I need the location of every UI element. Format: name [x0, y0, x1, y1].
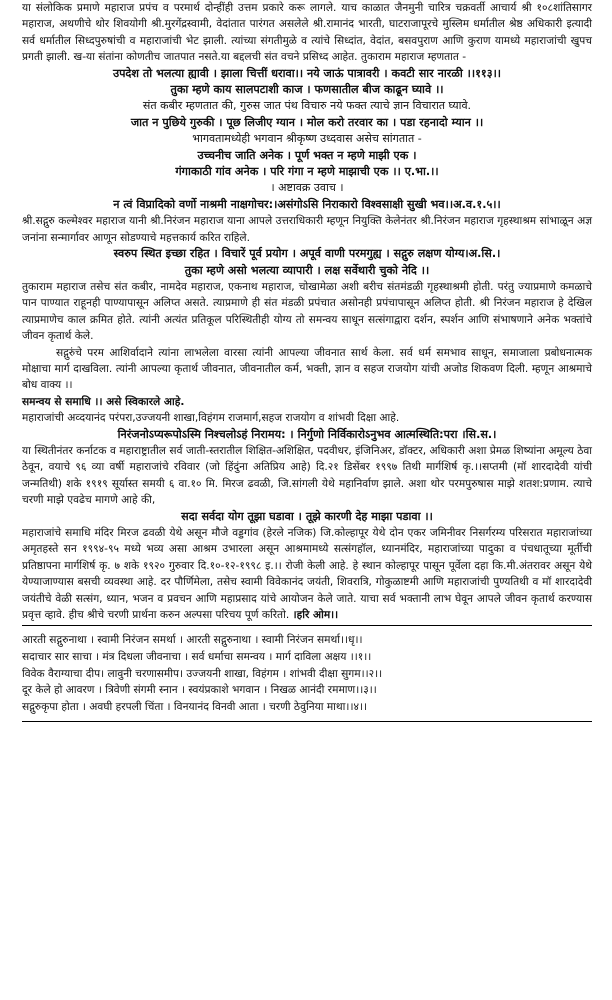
arati-top-rule: [22, 625, 592, 626]
ashtavakra-heading: । अष्टावक्र उवाच ।: [270, 181, 344, 195]
niranjan-verse: निरंजनोऽप्यरूपोऽस्मि निश्चलोऽहं निरामय: । निर्गुणो निर्विकारोऽनुभव आत्मस्थिति:परा ।सि.स.।: [117, 427, 497, 441]
bhagwat-intro: भागवतामध्येही भगवान श्रीकृष्ण उध्दवास असेच सांगतात -: [192, 132, 422, 146]
tukaram-verse-line-1: उपदेश तो भलत्या ह्यावी । झाला चित्तीं धरावा।। नये जाऊं पात्रावरी । कवटी सार नारळी ।।११३।।: [112, 66, 502, 80]
arati-line: दूर केले हो आवरण । त्रिवेणी संगमी स्नान । स्वयंप्रकाशे भगवान । निखळ आनंदी रममाण।।३।।: [22, 684, 377, 697]
arati-line: आरती सद्गुरुनाथा । स्वामी निरंजन समर्था । आरती सद्गुरुनाथा । स्वामी निरंजन समर्था।।धृ।।: [22, 634, 363, 647]
kabir-verse: जात न पुछिये गुरुकी । पूछ लिजीए ग्यान । मोल करो तरवार का । पडा रहनादो म्यान ।।: [130, 115, 484, 129]
kabir-intro: संत कबीर म्हणतात की, गुरुस जात पंथ विचारु नये फक्त त्याचे ज्ञान विचारात घ्यावे.: [142, 99, 472, 113]
intro-paragraph: या संलोकिक प्रमाणे महाराज प्रपंच व परमार्थ दोन्हींही उत्तम प्रकारे करू लागले. याच काळात जैनमुनी चारित्र चक्रवर्ती आचार्य श्री १०८शांतिसागर महाराज, अथणीचे थोर शिवयोगी श्री.मुरगेंद्रस्वामी, वेदांतात पारंगत असलेले श्री.रामानंद भारती, घाटराजापूरचे मुस्लिम धर्मातील श्रेष्ठ अधिकारी इत्यादी सर्व धर्मातील सिध्दपुरुषांची व महाराजांची भेट झाली. त्यांच्या संगतीमुळे व त्यांचे सिध्दांत, वेदांत, बसवपुराण आणि कुराण यामध्ये महाराजांची खुपच प्रगती झाली. ख-या संतांना कोणतीच जातपात नसते.या बद्दलची संत वचने प्रसिध्द आहेत. तुकाराम महाराज म्हणतात -: [22, 2, 596, 64]
sada-verse: सदा सर्वदा योग तूझा घडावा । तूझे कारणी देह माझा पडावा ।।: [181, 509, 433, 523]
arati-bottom-rule: [22, 721, 592, 722]
successor-paragraph: श्री.सद्गुरु कल्मेश्वर महाराज यानी श्री.निरंजन महाराज याना आपले उत्तराधिकारी म्हणून नियुक्ति केलेनंतर श्री.निरंजन महाराज गृहस्थाश्रम सांभाळून अज्ञ जनांना सन्मार्गावर आणून सोडण्याचे महत्तकार्य करित राहिले.: [22, 215, 596, 244]
document-page: [22, 0, 596, 722]
bhagwat-verse-line-2: गंगाकाठी गांव अनेक । परि गंगा न म्हणे माझाची एक ।। ए.भा.।।: [175, 165, 439, 179]
tukaram-verse-line-2: तुका म्हणे काय सालपटाशी काज । फणसातील बीज काढून घ्यावे ।।: [170, 83, 444, 97]
swarup-verse-line-1: स्वरुप स्थित इच्छा रहित । विचारें पूर्व प्रयोग । अपूर्व वाणी परमगुह्य । सद्गुरु लक्षण योग्य।अ.सि.।: [113, 247, 501, 261]
arati-list: [22, 632, 592, 715]
sadguru-paragraph: सद्गुरुंचे परम आशिर्वादाने त्यांना लाभलेला वारसा त्यांनी आपल्या जीवनात सार्थ केला. सर्व धर्म समभाव साधून, समाजाला प्रबोधनात्मक मोक्षाचा मार्ग दाखविला. त्यांनी आपल्या कृतार्थ जीवनात, जीवनातील कर्म, भक्ती, ज्ञान व सहज राजयोग यांची अजोड शिकवण दिली. म्हणून आश्रमाचे बोध वाक्य ।।: [22, 346, 596, 392]
tradition-line: महाराजांची अव्दयानंद परंपरा,उज्जयनी शाखा,विहंगम राजमार्ग,सहज राजयोग व शांभवी दिक्षा आहे.: [22, 412, 400, 425]
samanvay-motto: समन्वय से समाधि ।। असे स्विकारले आहे.: [22, 395, 185, 408]
swarup-verse-line-2: तुका म्हणे असो भलत्या व्यापारी । लक्ष सर्वेथारी चुको नेदि ।।: [184, 263, 430, 277]
bhagwat-verse-line-1: उच्चनीच जाति अनेक । पूर्ण भक्त न म्हणे माझी एक ।: [197, 148, 417, 162]
arati-line: विवेक वैराग्याचा दीप। लावुनी चरणासमीप। उज्जयनी शाखा, विहंगम । शांभवी दीक्षा सुगम।।२।।: [22, 667, 383, 680]
closing-hari-om: ।हरि ओम।।: [292, 609, 339, 622]
ashram-paragraph: [22, 525, 596, 623]
ashtavakra-verse: न त्वं विप्रादिको वर्णो नाश्रमी नाक्षगोचर:।असंगोऽसि निराकारो विश्वसाक्षी सुखी भव।।अ.व.१.५।।: [113, 197, 501, 211]
samadhi-paragraph: या स्थितीनंतर कर्नाटक व महाराष्ट्रातील सर्व जाती-स्तरातील शिक्षित-अशिक्षित, पदवीधर, इंजिनिअर, डॉक्टर, अधिकारी अशा प्रेमळ शिष्यांना अमूल्य ठेवा ठेवून, वयाचे ९६ व्या वर्षी महाराजांचे रविवार (जो हिंदुंना अतिप्रिय आहे) दि.२१ डिसेंबर १९९७ तिथी मार्गशिर्ष कृ.।।सप्तमी (मॉ शारदादेवी यांची जन्मतिथी) शके १९१९ सूर्यास्त समयी ६ वा.१० मि. मिरज ढवळी, जि.सांगली येथे महानिर्वाण झाले. अशा थोर परमपुरुषास माझे शतश:प्रणाम. त्याचे चरणी माझे एवढेच मागणे आहे की,: [22, 444, 596, 507]
ashram-text: महाराजांचे समाधि मंदिर मिरज ढवळी येथे असून मौजे वड्डगांव (हेरले नजिक) जि.कोल्हापूर येथे दोन एकर जमिनीवर निसर्गरम्य परिसरात महाराजांच्या अमृतहस्ते सन १९९४-९५ मध्ये भव्य असा आश्रम उभारला असून आश्रमामध्ये सत्संगहॉल, ध्यानमंदिर, महाराजांच्या पादुका व पंचधातूच्या मूर्तीची प्रतिष्ठापना मार्गशिर्ष कृ. ७ शके १९२० गुरुवार दि.१०-१२-१९९८ इ.।। रोजी केली आहे. हे स्थान कोल्हापूर पासून पूर्वेला दहा कि.मी.अंतरावर असून येथे येण्याजाण्यास बसची व्यवस्था आहे. दर पौर्णिमेला, तसेच स्वामी विवेकानंद जयंती, शिवरात्रि, गोकुळाष्टमी आणि महाराजांची पुण्यतिथी व मॉ शारदादेवी जयंतीचे वेळी सत्संग, ध्यान, भजन व प्रवचन आणि महाप्रसाद यांचे आयोजन केले जाते. याचा सर्व भक्तानी लाभ घेवून आपले जीवन कृतार्थ करण्यास प्रवृत्त व्हावे. हीच श्रीचे चरणी प्रार्थना करुन अल्पसा परिचय पूर्ण करितो.: [22, 527, 596, 622]
arati-line: सद्गुरुकृपा होता । अवघी हरपली चिंता । विनयानंद विनवी आता । चरणी ठेवुनिया माथा।।४।।: [22, 700, 367, 713]
arati-line: सदाचार सार साचा । मंत्र दिधला जीवनाचा । सर्व धर्माचा समन्वय । मार्ग दाविला अक्षय ।।१।।: [22, 651, 372, 664]
tukaram-paragraph: तुकाराम महाराज तसेच संत कबीर, नामदेव महाराज, एकनाथ महाराज, चोखामेळा अशी बरीच संतमंडळी गृहस्थाश्रमी होती. परंतु ज्याप्रमाणे कमळाचे पान पाण्यात राहूनही पाण्यापासून अलिप्त असते. त्याप्रमाणे ही संत मंडळी प्रपंचात असोनही प्रपंचापासून अलिप्त होती. श्री निरंजन महाराज हे देखिल त्याप्रमाणेच काल क्रमित होते. त्यांनी अत्यंत प्रतिकूल परिस्थितीही योग्य तो समन्वय साधून सत्संगाद्वारा दर्शन, स्पर्शन आणि संभाषणाने अनेक भक्तांचे जीवन कृतार्थ केले.: [22, 280, 596, 343]
